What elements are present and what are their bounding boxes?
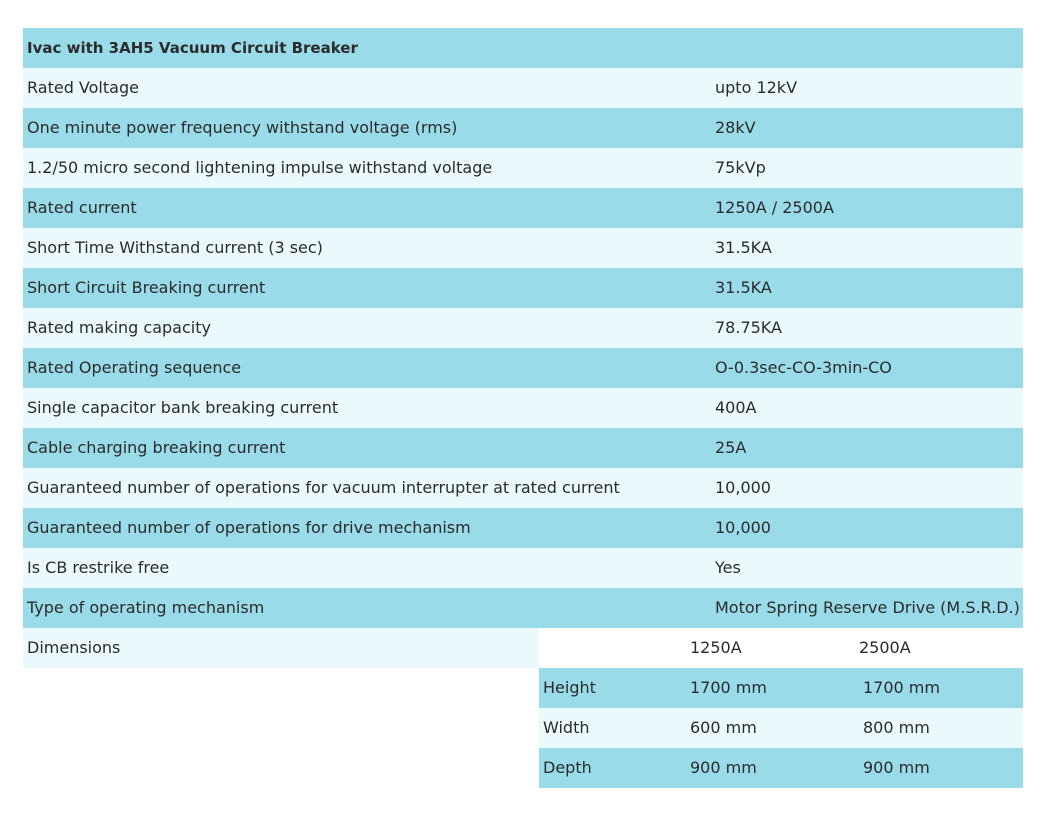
dimension-label: Width	[543, 718, 590, 737]
dimensions-header-row	[23, 628, 1023, 668]
table-row	[23, 188, 1023, 228]
spec-table	[23, 28, 1023, 788]
table-title: Ivac with 3AH5 Vacuum Circuit Breaker	[27, 39, 358, 57]
table-row	[23, 548, 1023, 588]
table-row	[23, 308, 1023, 348]
table-row	[23, 428, 1023, 468]
dimension-label: Depth	[543, 758, 592, 777]
row-value: 28kV	[715, 118, 756, 137]
dimension-label: Height	[543, 678, 596, 697]
dimensions-label: Dimensions	[27, 638, 121, 657]
dimension-value-2500a: 800 mm	[863, 718, 930, 737]
row-label: Type of operating mechanism	[27, 598, 265, 617]
row-value: 78.75KA	[715, 318, 782, 337]
table-row	[23, 228, 1023, 268]
row-value: 1250A / 2500A	[715, 198, 834, 217]
dimensions-row	[23, 748, 1023, 788]
dimensions-row	[23, 668, 1023, 708]
row-value: Motor Spring Reserve Drive (M.S.R.D.)	[715, 598, 1020, 617]
table-row	[23, 148, 1023, 188]
row-value: 31.5KA	[715, 238, 772, 257]
row-label: Rated making capacity	[27, 318, 211, 337]
table-row	[23, 108, 1023, 148]
row-value: 25A	[715, 438, 747, 457]
table-row	[23, 588, 1023, 628]
table-row	[23, 68, 1023, 108]
table-row	[23, 508, 1023, 548]
row-value: O-0.3sec-CO-3min-CO	[715, 358, 892, 377]
table-title-row	[23, 28, 1023, 68]
row-value: 31.5KA	[715, 278, 772, 297]
table-row	[23, 348, 1023, 388]
dimensions-row	[23, 708, 1023, 748]
dimension-value-1250a: 1700 mm	[690, 678, 767, 697]
row-label: Guaranteed number of operations for vacuum interrupter at rated current	[27, 478, 620, 497]
row-label: Short Time Withstand current (3 sec)	[27, 238, 323, 257]
table-row	[23, 468, 1023, 508]
row-label: Cable charging breaking current	[27, 438, 286, 457]
row-label: 1.2/50 micro second lightening impulse withstand voltage	[27, 158, 493, 177]
dimension-value-2500a: 1700 mm	[863, 678, 940, 697]
row-value: upto 12kV	[715, 78, 798, 97]
row-value: 400A	[715, 398, 757, 417]
dimension-value-1250a: 900 mm	[690, 758, 757, 777]
row-label: Rated current	[27, 198, 137, 217]
row-label: Guaranteed number of operations for drive mechanism	[27, 518, 471, 537]
row-value: 10,000	[715, 478, 771, 497]
row-value: Yes	[715, 558, 741, 577]
row-label: Short Circuit Breaking current	[27, 278, 266, 297]
dimension-value-2500a: 900 mm	[863, 758, 930, 777]
dimensions-col-1250a: 1250A	[690, 638, 742, 657]
row-label: Is CB restrike free	[27, 558, 170, 577]
dimension-value-1250a: 600 mm	[690, 718, 757, 737]
row-label: Single capacitor bank breaking current	[27, 398, 339, 417]
table-row	[23, 268, 1023, 308]
row-label: One minute power frequency withstand voltage (rms)	[27, 118, 458, 137]
dimensions-col-2500a: 2500A	[859, 638, 911, 657]
row-label: Rated Operating sequence	[27, 358, 242, 377]
row-label: Rated Voltage	[27, 78, 139, 97]
table-row	[23, 388, 1023, 428]
row-value: 75kVp	[715, 158, 766, 177]
row-value: 10,000	[715, 518, 771, 537]
